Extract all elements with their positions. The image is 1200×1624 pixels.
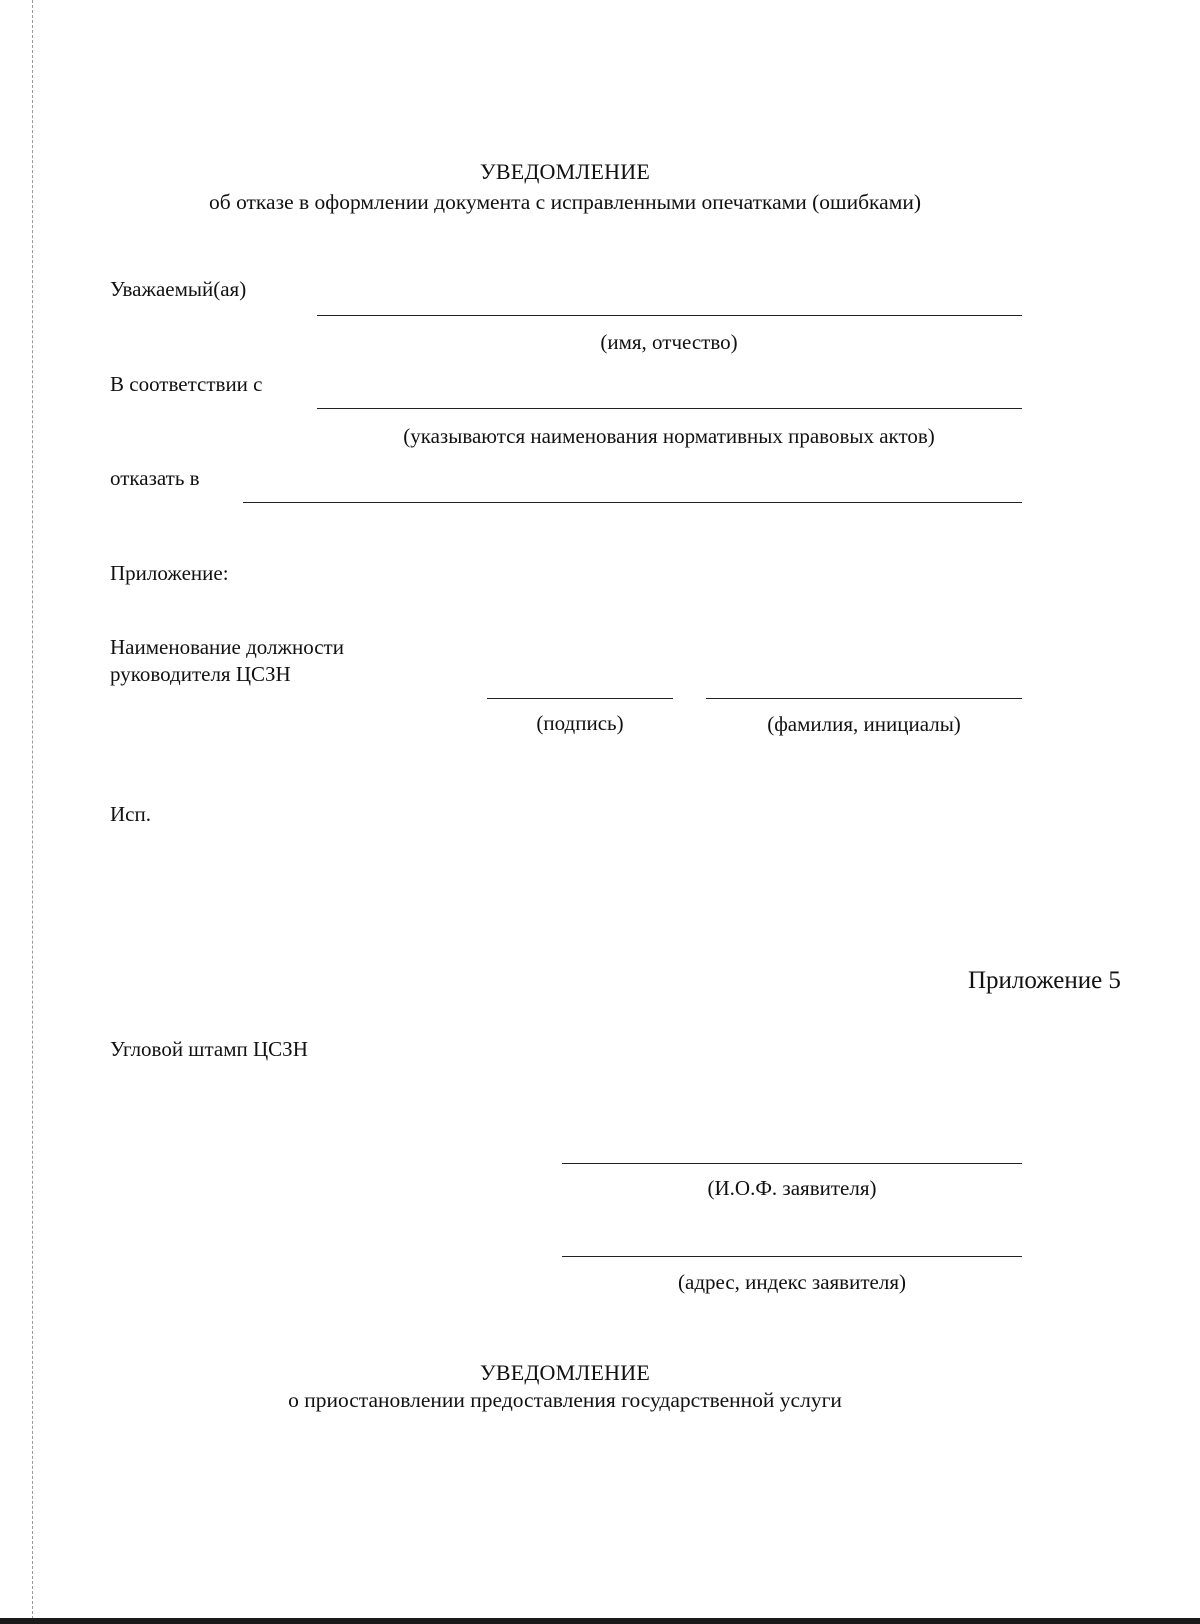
form1-subtitle: об отказе в оформлении документа с исправленными опечатками (ошибками) bbox=[209, 190, 921, 214]
form2-subtitle: о приостановлении предоставления государственной услуги bbox=[288, 1388, 842, 1412]
applicant-address-caption: (адрес, индекс заявителя) bbox=[678, 1270, 906, 1294]
form2-title: УВЕДОМЛЕНИЕ bbox=[480, 1360, 650, 1385]
name-caption: (имя, отчество) bbox=[600, 330, 738, 354]
position-line2: руководителя ЦСЗН bbox=[110, 662, 291, 686]
scan-edge-bottom bbox=[0, 1618, 1200, 1624]
applicant-address-fill-line[interactable] bbox=[562, 1256, 1022, 1257]
refuse-label: отказать в bbox=[110, 466, 200, 490]
acts-fill-line[interactable] bbox=[317, 408, 1022, 409]
form1-title: УВЕДОМЛЕНИЕ bbox=[480, 159, 650, 184]
signature-fill-line[interactable] bbox=[487, 698, 673, 699]
surname-fill-line[interactable] bbox=[706, 698, 1022, 699]
corner-stamp-label: Угловой штамп ЦСЗН bbox=[110, 1037, 308, 1061]
attachment-label: Приложение: bbox=[110, 561, 229, 585]
position-line1: Наименование должности bbox=[110, 635, 344, 659]
appendix-number: Приложение 5 bbox=[968, 967, 1121, 994]
applicant-name-caption: (И.О.Ф. заявителя) bbox=[707, 1176, 877, 1200]
acts-caption: (указываются наименования нормативных правовых актов) bbox=[403, 424, 935, 448]
salutation-label: Уважаемый(ая) bbox=[110, 277, 247, 301]
signature-caption: (подпись) bbox=[536, 711, 624, 735]
name-fill-line[interactable] bbox=[317, 315, 1022, 316]
refuse-fill-line[interactable] bbox=[243, 502, 1022, 503]
accordance-label: В соответствии с bbox=[110, 372, 263, 396]
executor-label: Исп. bbox=[110, 802, 151, 826]
applicant-name-fill-line[interactable] bbox=[562, 1163, 1022, 1164]
scan-edge-left bbox=[32, 0, 33, 1624]
surname-caption: (фамилия, инициалы) bbox=[767, 712, 961, 736]
